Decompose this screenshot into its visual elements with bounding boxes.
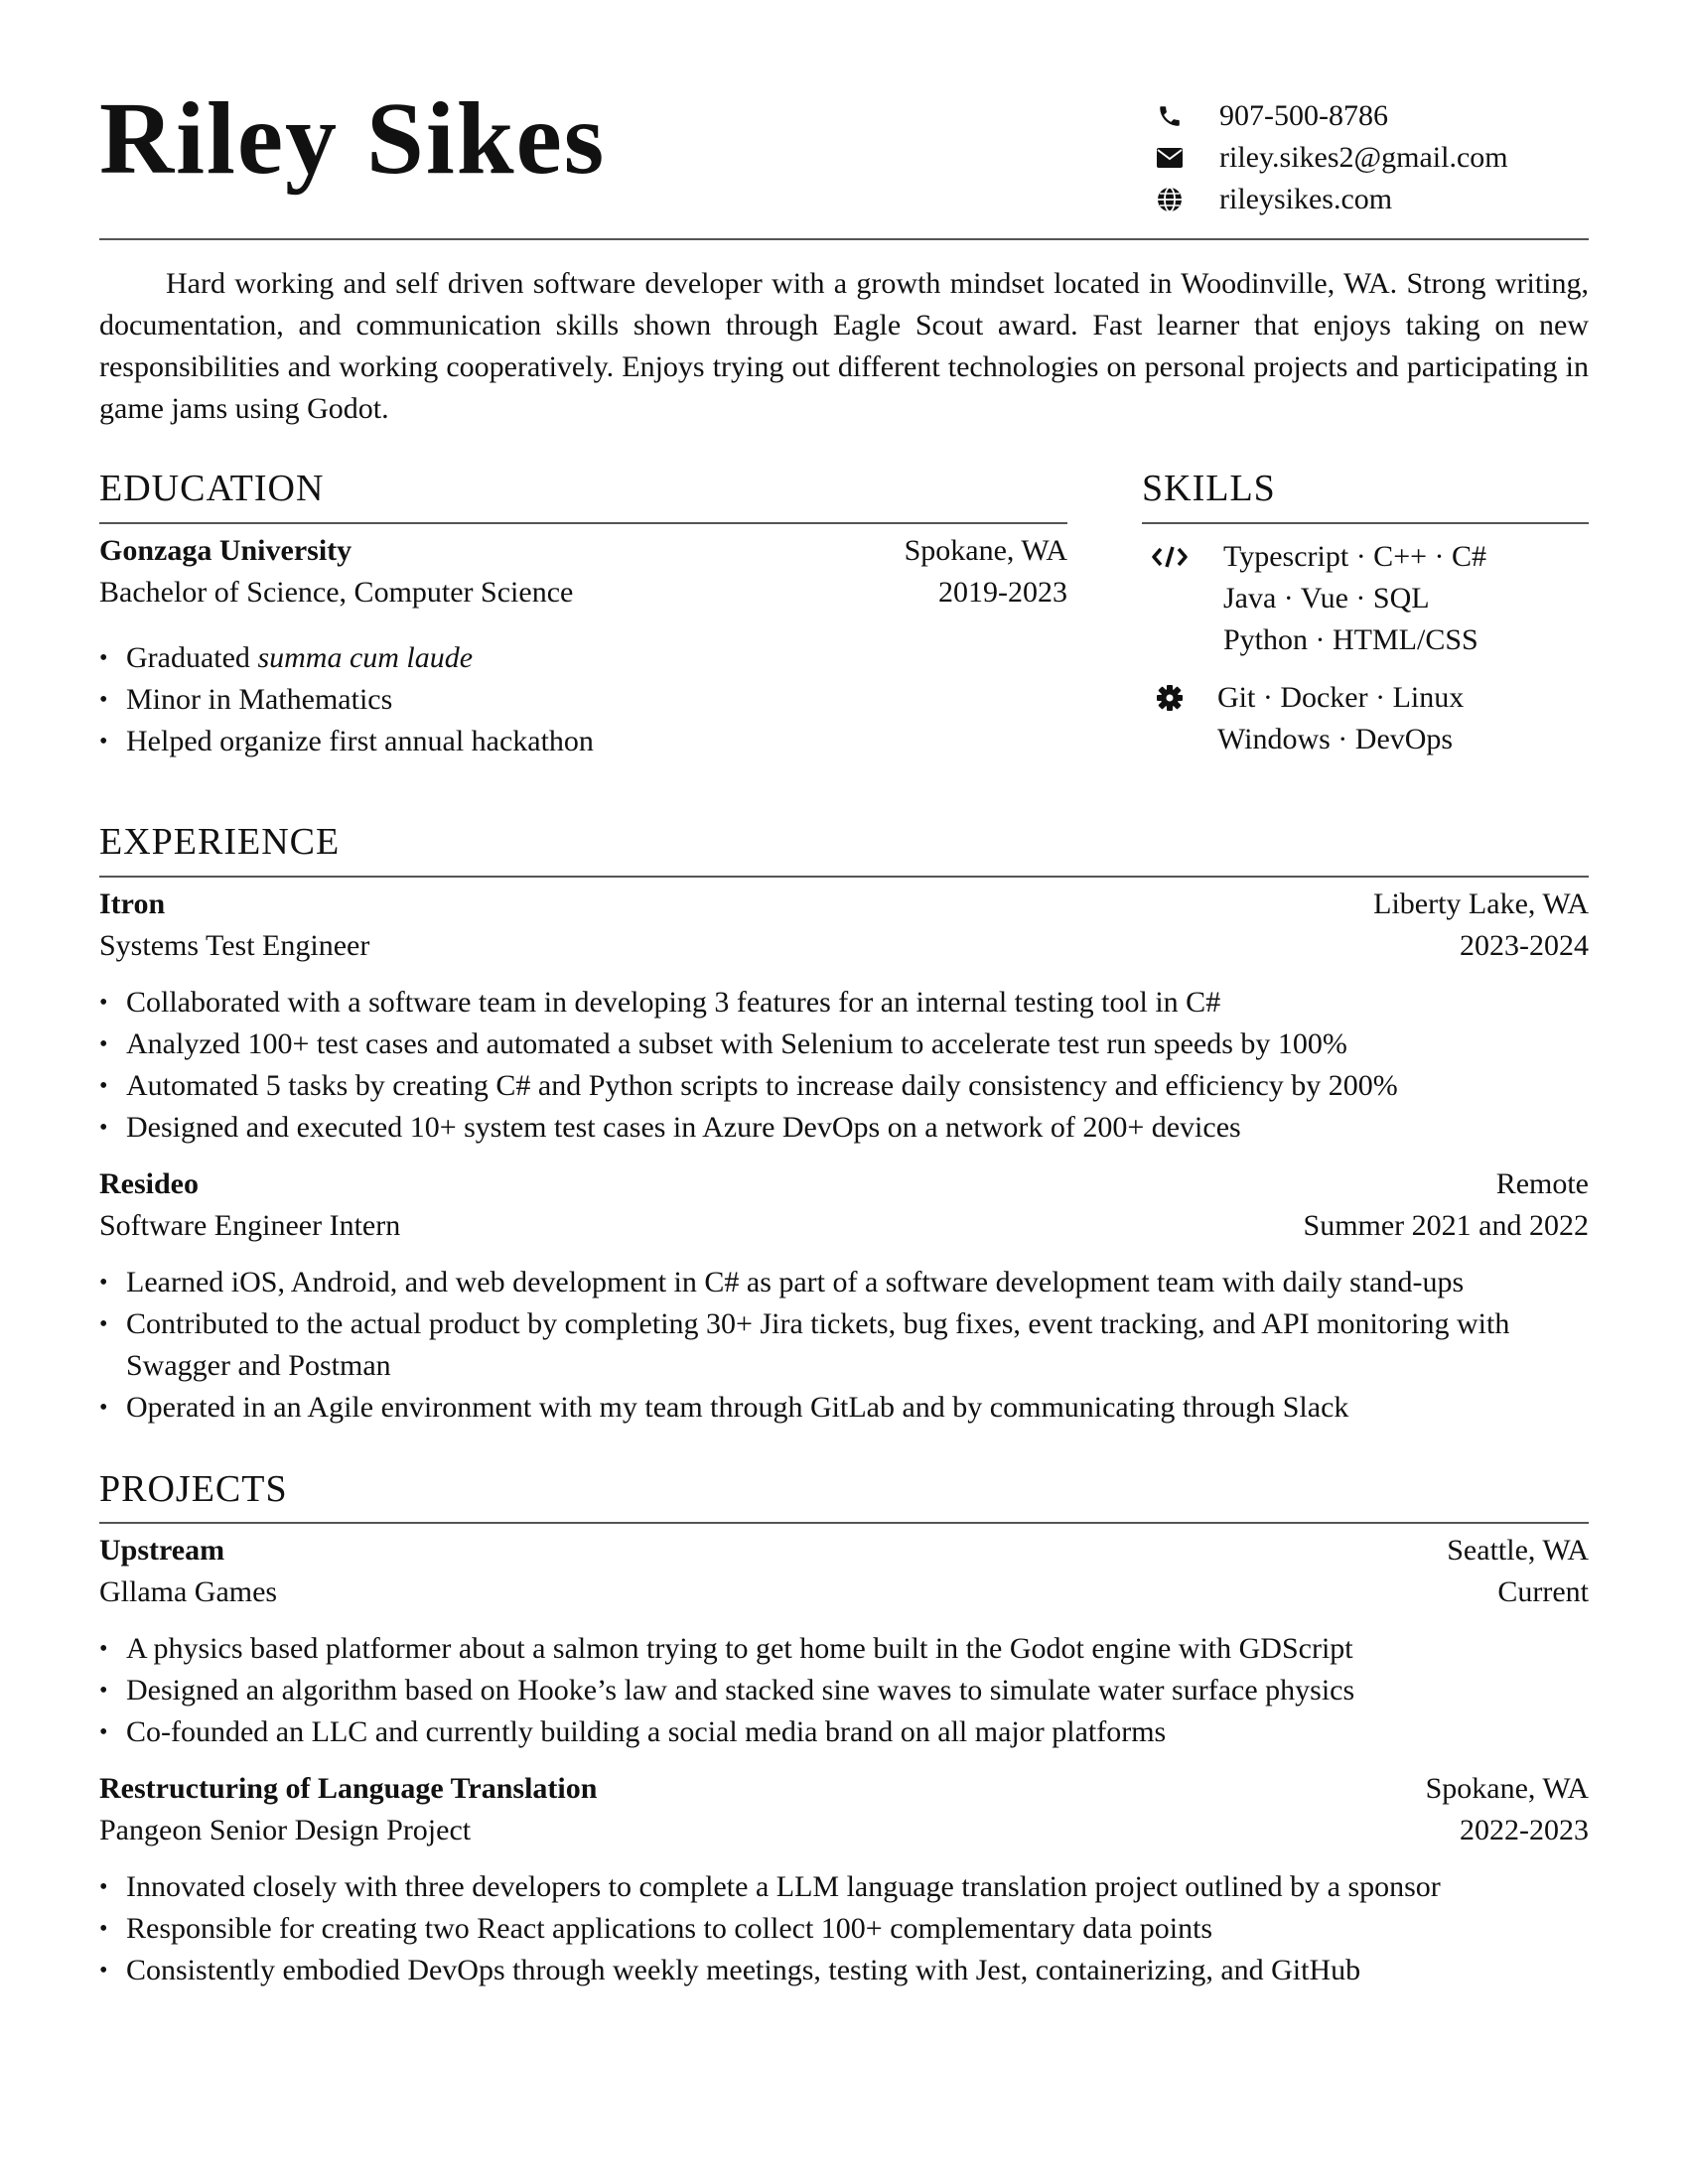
job-entry-resideo: [99, 1163, 1589, 1429]
job-bullets: [99, 982, 1589, 1149]
candidate-name: Riley Sikes: [99, 81, 607, 196]
gear-icon: [1152, 677, 1188, 719]
project-entry-translation: [99, 1768, 1589, 1991]
list-item: • Analyzed 100+ test cases and automated a subset with Selenium to accelerate test run speeds by 100%: [99, 1024, 1589, 1065]
phone-icon: [1152, 102, 1188, 130]
education-bullets: [99, 637, 1067, 762]
globe-icon: [1152, 186, 1188, 213]
list-item: • Minor in Mathematics: [99, 679, 1067, 721]
job-entry-itron: [99, 884, 1589, 1149]
project-org: Pangeon Senior Design Project: [99, 1814, 472, 1846]
list-item: • Innovated closely with three developers to complete a LLM language translation project outlined by a sponsor: [99, 1866, 1589, 1908]
project-entry-upstream: [99, 1530, 1589, 1753]
list-item: • Consistently embodied DevOps through weekly meetings, testing with Jest, containerizing, and GitHub: [99, 1950, 1589, 1991]
project-location: Seattle, WA: [1447, 1534, 1589, 1567]
skill-line: Windows · DevOps: [1217, 723, 1454, 755]
project-name: Restructuring of Language Translation: [99, 1772, 598, 1805]
list-item: • Collaborated with a software team in developing 3 features for an internal testing tool in C#: [99, 982, 1589, 1024]
skill-line: Git · Docker · Linux: [1217, 681, 1465, 714]
list-item: • Helped organize first annual hackathon: [99, 721, 1067, 762]
projects-heading: PROJECTS: [99, 1468, 288, 1510]
code-icon: [1152, 536, 1188, 578]
skill-languages: [1152, 536, 1589, 661]
list-item: • Operated in an Agile environment with my team through GitLab and by communicating through Slack: [99, 1387, 1589, 1429]
email-link[interactable]: riley.sikes2@gmail.com: [1219, 141, 1508, 174]
skills-list: [1152, 536, 1589, 760]
school-name: Gonzaga University: [99, 534, 352, 567]
experience-heading: EXPERIENCE: [99, 821, 341, 863]
project-bullets: [99, 1866, 1589, 1991]
project-name: Upstream: [99, 1534, 225, 1567]
list-item: • Designed an algorithm based on Hooke’s law and stacked sine waves to simulate water surface physics: [99, 1670, 1589, 1711]
company-name: Itron: [99, 887, 166, 920]
contact-phone: [1152, 95, 1609, 137]
company-name: Resideo: [99, 1167, 199, 1200]
list-item: • Learned iOS, Android, and web development in C# as part of a software development team with daily stand-ups: [99, 1262, 1589, 1303]
degree: Bachelor of Science, Computer Science: [99, 576, 574, 609]
list-item: • Automated 5 tasks by creating C# and Python scripts to increase daily consistency and efficiency by 200%: [99, 1065, 1589, 1107]
website-link[interactable]: rileysikes.com: [1219, 183, 1393, 215]
envelope-icon: [1152, 144, 1188, 172]
education-divider: [99, 522, 1067, 524]
experience-divider: [99, 876, 1589, 878]
list-item: • Responsible for creating two React applications to collect 100+ complementary data points: [99, 1908, 1589, 1950]
contact-website: [1152, 179, 1609, 220]
job-role: Software Engineer Intern: [99, 1209, 401, 1242]
project-dates: 2022-2023: [1460, 1814, 1589, 1846]
job-bullets: [99, 1262, 1589, 1429]
education-heading: EDUCATION: [99, 468, 325, 509]
contact-info: [1152, 95, 1609, 220]
list-item: • Designed and executed 10+ system test cases in Azure DevOps on a network of 200+ devices: [99, 1107, 1589, 1149]
list-item: • Graduated summa cum laude: [99, 637, 1067, 679]
project-location: Spokane, WA: [1425, 1772, 1589, 1805]
phone-text: 907-500-8786: [1219, 99, 1388, 132]
skill-tools: [1152, 677, 1589, 760]
list-item: • Contributed to the actual product by completing 30+ Jira tickets, bug fixes, event tracking, and API monitoring with Swagger and Postman: [99, 1303, 1589, 1387]
education-dates: 2019-2023: [938, 576, 1067, 609]
job-role: Systems Test Engineer: [99, 929, 370, 962]
job-location: Liberty Lake, WA: [1373, 887, 1589, 920]
projects-divider: [99, 1522, 1589, 1524]
list-item: • A physics based platformer about a salmon trying to get home built in the Godot engine with GDScript: [99, 1628, 1589, 1670]
job-dates: Summer 2021 and 2022: [1303, 1209, 1589, 1242]
skill-line: Typescript · C++ · C#: [1223, 540, 1487, 573]
skills-divider: [1142, 522, 1589, 524]
summary-paragraph: Hard working and self driven software developer with a growth mindset located in Woodinville, WA. Strong writing, documentation, and communication skills shown through Eagle Scout award. Fast learner that enjoys taking on new responsibilities and working cooperatively. Enjoys trying out different technologies on personal projects and participating in game jams using Godot.: [99, 267, 1589, 425]
project-bullets: [99, 1628, 1589, 1753]
contact-email: [1152, 137, 1609, 179]
project-org: Gllama Games: [99, 1575, 278, 1608]
project-dates: Current: [1497, 1575, 1589, 1608]
education-entry: [99, 530, 1067, 762]
school-location: Spokane, WA: [904, 534, 1067, 567]
header-divider: [99, 238, 1589, 240]
list-item: • Co-founded an LLC and currently building a social media brand on all major platforms: [99, 1711, 1589, 1753]
skills-heading: SKILLS: [1142, 468, 1276, 509]
skill-line: Java · Vue · SQL: [1223, 582, 1430, 614]
job-location: Remote: [1495, 1167, 1589, 1200]
skill-line: Python · HTML/CSS: [1223, 623, 1478, 656]
job-dates: 2023-2024: [1460, 929, 1589, 962]
